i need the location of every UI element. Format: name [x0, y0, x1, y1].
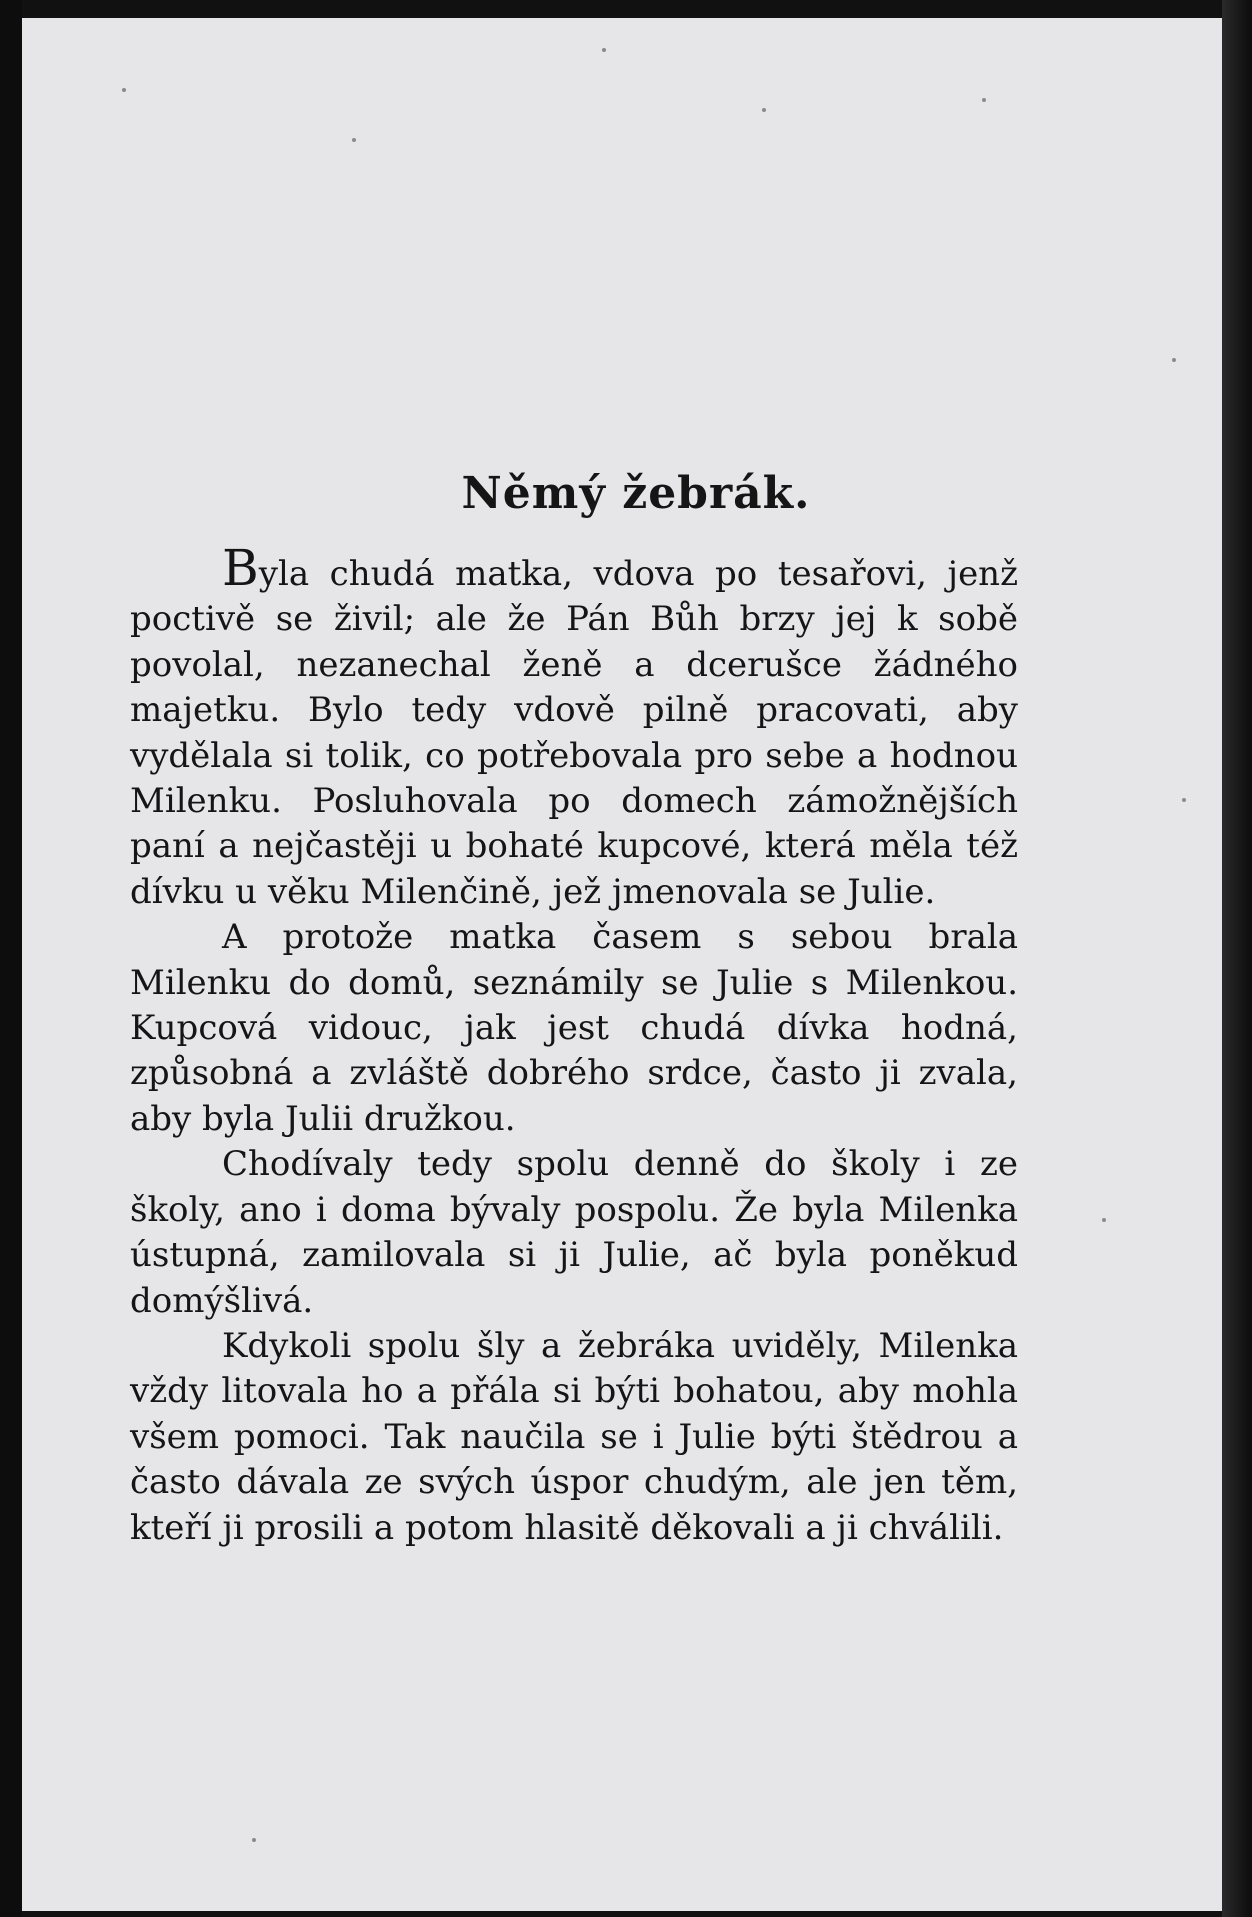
print-speck: [122, 88, 126, 92]
drop-cap: B: [222, 539, 259, 597]
paragraph: [130, 539, 1018, 915]
print-speck: [602, 48, 606, 52]
body-text: [130, 539, 1018, 1551]
scan-left-border: [0, 0, 22, 1917]
print-speck: [1172, 358, 1176, 362]
paragraph: A protože matka časem s sebou brala Milenku do domů, seznámily se Julie s Milenkou. Kupcová vidouc, jak jest chudá dívka hodná, způsobná a zvláště dobrého srdce, často ji zvala, aby byla Julii družkou.: [130, 917, 1018, 1139]
print-speck: [982, 98, 986, 102]
print-speck: [352, 138, 356, 142]
print-speck: [762, 108, 766, 112]
paragraph-text: yla chudá matka, vdova po tesařovi, jenž poctivě se živil; ale že Pán Bůh brzy jej k sobě povolal, nezanechal ženě a dcerušce žádného majetku. Bylo tedy vdově pilně pracovati, aby vydělala si tolik, co potřebovala pro sebe a hodnou Milenku. Posluhovala po domech zámožnějších paní a nejčastěji u bohaté kupcové, která měla též dívku u věku Milenčině, jež jmenovala se Julie.: [130, 554, 1018, 912]
paragraph: Kdykoli spolu šly a žebráka uviděly, Milenka vždy litovala ho a přála si býti bohatou, aby mohla všem pomoci. Tak naučila se i Julie býti štědrou a často dávala ze svých úspor chudým, ale jen těm, kteří ji prosili a potom hlasitě děkovali a ji chválili.: [130, 1325, 1018, 1548]
paragraph: Chodívaly tedy spolu denně do školy i ze školy, ano i doma bývaly pospolu. Že byla Milenka ústupná, zamilovala si ji Julie, ač byla poněkud domýšlivá.: [130, 1144, 1018, 1321]
print-speck: [252, 1838, 256, 1842]
scan-right-border: [1222, 0, 1252, 1917]
page-title: Němý žebrák.: [461, 468, 811, 519]
print-speck: [1182, 798, 1186, 802]
print-speck: [1102, 1218, 1106, 1222]
